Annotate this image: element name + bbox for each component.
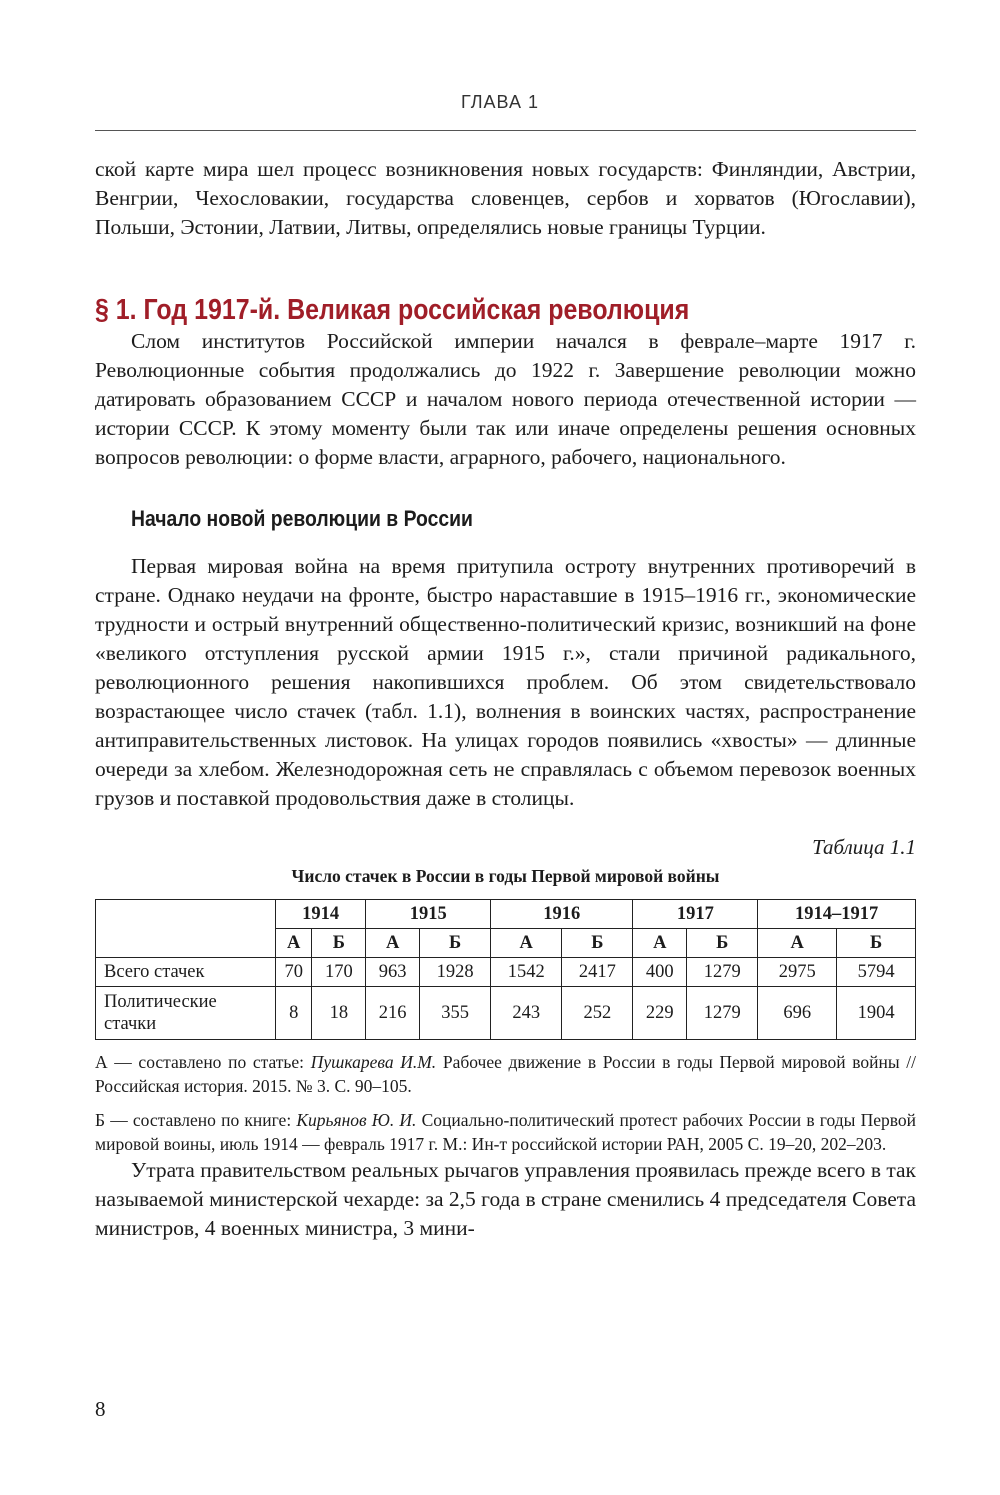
note-author: Пушкарева И.М.	[310, 1052, 437, 1072]
source-header: Б	[562, 929, 633, 958]
table-cell: 1928	[420, 958, 491, 987]
year-header: 1914	[276, 900, 366, 929]
source-header: А	[758, 929, 837, 958]
year-header: 1914–1917	[758, 900, 916, 929]
intro-paragraph: ской карте мира шел процесс возникновения новых государств: Финляндии, Австрии, Венгрии, Чехословакии, государства словенцев, сербов и хорватов (Югославии), Польши, Эстонии, Латвии, Литвы, определялись новые границы Турции.	[95, 157, 916, 239]
header-rule	[95, 130, 916, 131]
row-label-line: стачки	[104, 1014, 157, 1034]
row-label-line: Политические	[104, 992, 217, 1012]
source-header: Б	[687, 929, 758, 958]
section-paragraph: Слом институтов Российской империи начался в феврале–марте 1917 г. Революционные события продолжались до 1922 г. Завершение революции можно датировать образованием СССР и началом нового периода отечественной истории — истории СССР. К этому моменту были так или иначе определены решения основных вопросов революции: о форме власти, аграрного, рабочего, национального.	[95, 329, 916, 469]
page-number: 8	[95, 1397, 106, 1421]
table-cell: 70	[276, 958, 312, 987]
source-header: Б	[420, 929, 491, 958]
year-header: 1916	[491, 900, 633, 929]
closing-paragraph: Утрата правительством реальных рычагов управления проявилась прежде всего в так называемой министерской чехарде: за 2,5 года в стране сменились 4 председателя Совета министров, 4 военных министра, 3 мини-	[95, 1158, 916, 1240]
table-cell: 400	[633, 958, 687, 987]
page-content	[95, 155, 916, 1243]
table-cell: 1542	[491, 958, 562, 987]
section-title: § 1. Год 1917-й. Великая российская революция	[95, 294, 690, 326]
table-label: Таблица 1.1	[812, 835, 916, 859]
table-header-years	[96, 900, 916, 929]
table-row	[96, 958, 916, 987]
year-header: 1917	[633, 900, 758, 929]
row-label	[96, 987, 276, 1040]
note-prefix: Б — составлено по книге:	[95, 1110, 297, 1130]
table-note-a	[95, 1050, 916, 1098]
subsection-paragraph: Первая мировая война на время притупила остроту внутренних противоречий в стране. Однако неудачи на фронте, быстро нараставшие в 1915–1916 гг., экономические трудности и острый внутренний общественно-политический кризис, возникший на фоне «великого отступления русской армии 1915 г.», стали причиной радикального, революционного решения накопившихся проблем. Об этом свидетельствовало возрастающее число стачек (табл. 1.1), волнения в воинских частях, распространение антиправительственных листовок. На улицах городов появились «хвосты» — длинные очереди за хлебом. Железнодорожная сеть не справлялась с объемом перевозок военных грузов и поставкой продовольствия даже в столицы.	[95, 554, 916, 810]
table-cell: 963	[366, 958, 420, 987]
note-text: Социально-политический протест рабочих России в годы Первой мировой воины, июль 1914 — февраль 1917 г. М.: Ин-т российской истории РАН, 2005 С. 19–20, 202–203.	[95, 1110, 916, 1154]
table-corner-cell	[96, 900, 276, 958]
table-cell: 8	[276, 987, 312, 1040]
table-caption: Число стачек в России в годы Первой мировой войны	[291, 866, 720, 886]
table-cell: 243	[491, 987, 562, 1040]
year-header: 1915	[366, 900, 491, 929]
table-cell: 1279	[687, 958, 758, 987]
table-note-b	[95, 1108, 916, 1156]
table-cell: 2417	[562, 958, 633, 987]
subsection-title: Начало новой революции в России	[131, 506, 473, 531]
table-cell: 355	[420, 987, 491, 1040]
note-prefix: А — составлено по статье:	[95, 1052, 311, 1072]
source-header: А	[276, 929, 312, 958]
table-cell: 18	[312, 987, 366, 1040]
table-row	[96, 987, 916, 1040]
table-cell: 170	[312, 958, 366, 987]
running-head: ГЛАВА 1	[461, 92, 539, 112]
table-cell: 216	[366, 987, 420, 1040]
strikes-table	[95, 899, 916, 1040]
table-cell: 1279	[687, 987, 758, 1040]
source-header: Б	[312, 929, 366, 958]
table-cell: 229	[633, 987, 687, 1040]
note-text: Рабочее движение в России в годы Первой мировой войны // Российская история. 2015. № 3. С. 90–105.	[95, 1052, 917, 1096]
row-label: Всего стачек	[96, 958, 276, 987]
table-cell: 252	[562, 987, 633, 1040]
source-header: А	[491, 929, 562, 958]
table-cell: 696	[758, 987, 837, 1040]
source-header: Б	[837, 929, 916, 958]
note-author: Кирьянов Ю. И.	[296, 1110, 417, 1130]
table-cell: 5794	[837, 958, 916, 987]
source-header: А	[633, 929, 687, 958]
table-cell: 1904	[837, 987, 916, 1040]
table-cell: 2975	[758, 958, 837, 987]
source-header: А	[366, 929, 420, 958]
